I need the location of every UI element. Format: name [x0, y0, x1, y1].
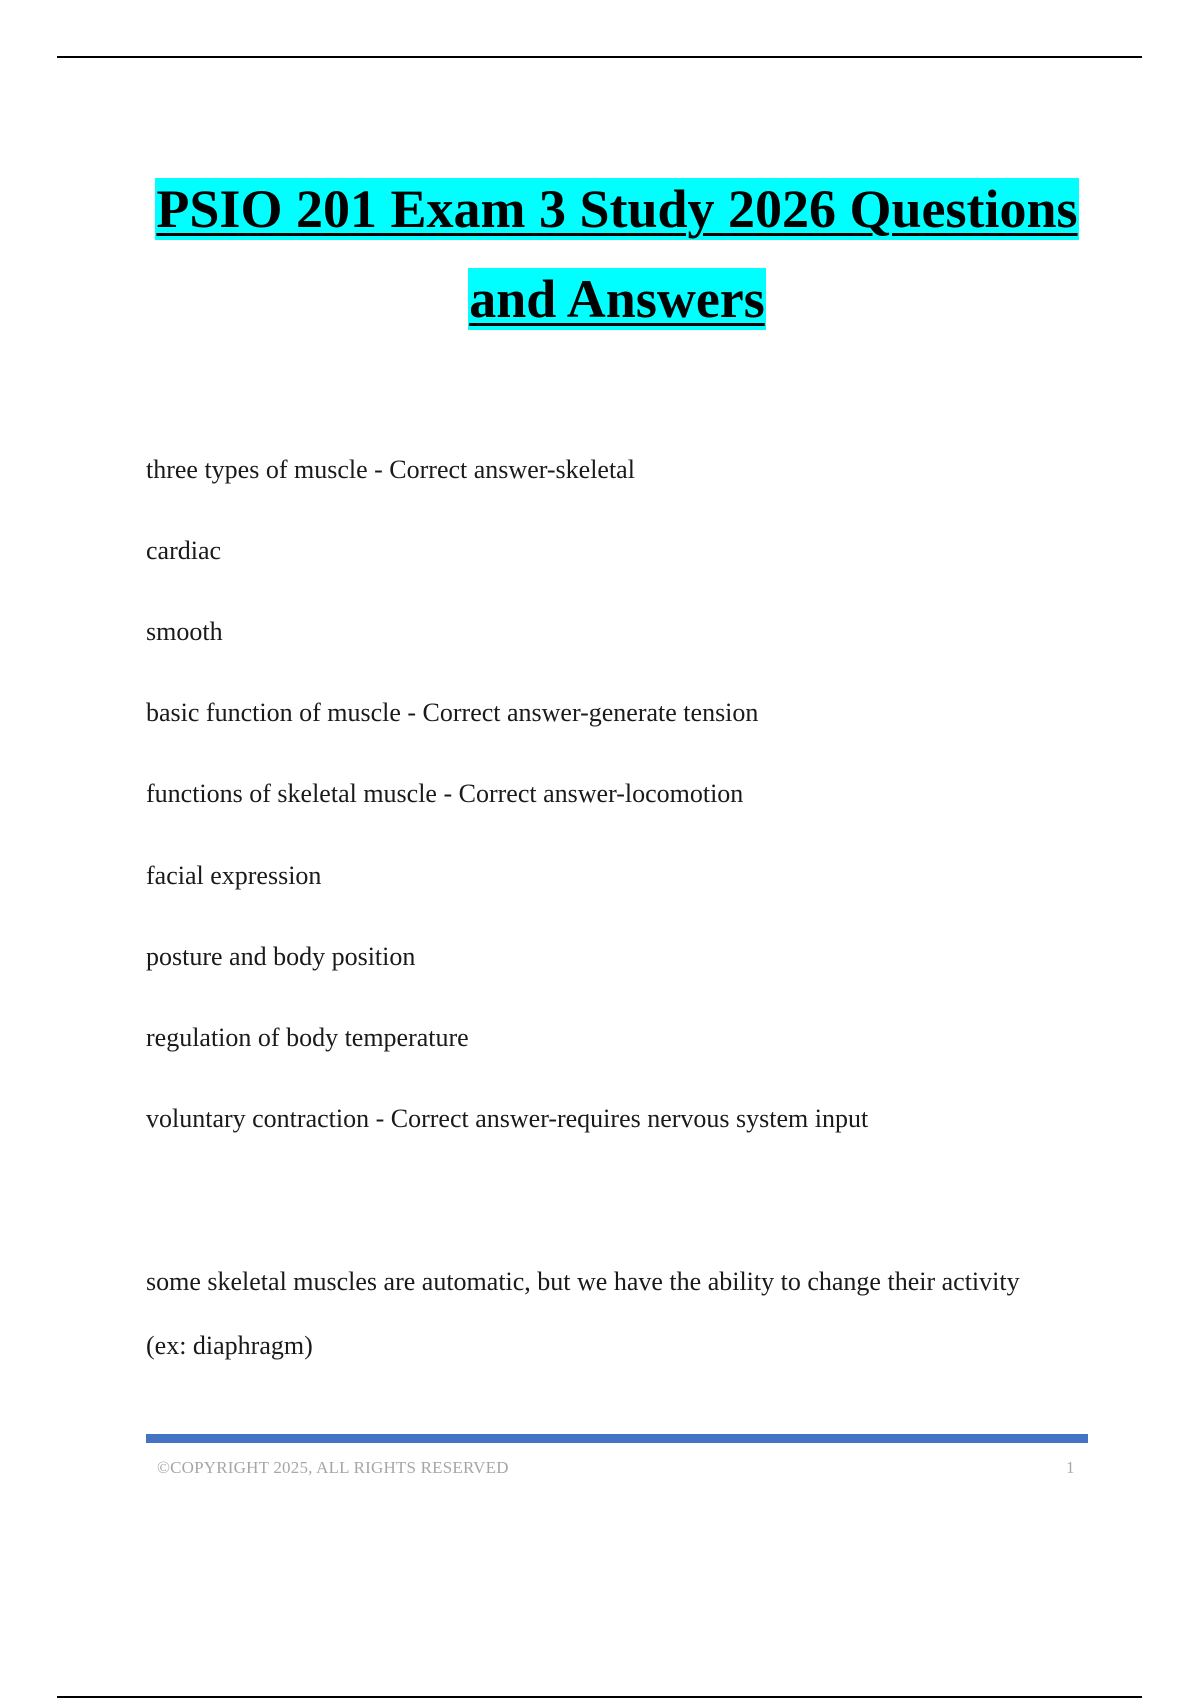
paragraph: three types of muscle - Correct answer-skeletal [146, 455, 635, 484]
title-line-2: and Answers [469, 269, 765, 329]
top-rule [57, 56, 1142, 58]
paragraph: facial expression [146, 861, 322, 890]
document-title [0, 178, 1200, 330]
paragraph: smooth [146, 617, 223, 646]
bottom-rule [57, 1696, 1142, 1698]
paragraph: some skeletal muscles are automatic, but we have the ability to change their activity (ex: diaphragm) [146, 1267, 1020, 1360]
paragraph: voluntary contraction - Correct answer-requires nervous system input [146, 1104, 869, 1133]
title-line-1: PSIO 201 Exam 3 Study 2026 Questions [156, 179, 1078, 239]
paragraph: posture and body position [146, 942, 416, 971]
paragraph: cardiac [146, 536, 222, 565]
copyright-text: ©COPYRIGHT 2025, ALL RIGHTS RESERVED [157, 1458, 509, 1477]
paragraph: regulation of body temperature [146, 1023, 469, 1052]
footer-bar [146, 1434, 1088, 1443]
paragraph: functions of skeletal muscle - Correct answer-locomotion [146, 779, 744, 808]
page-number: 1 [1066, 1458, 1075, 1477]
paragraph: basic function of muscle - Correct answer-generate tension [146, 698, 759, 727]
